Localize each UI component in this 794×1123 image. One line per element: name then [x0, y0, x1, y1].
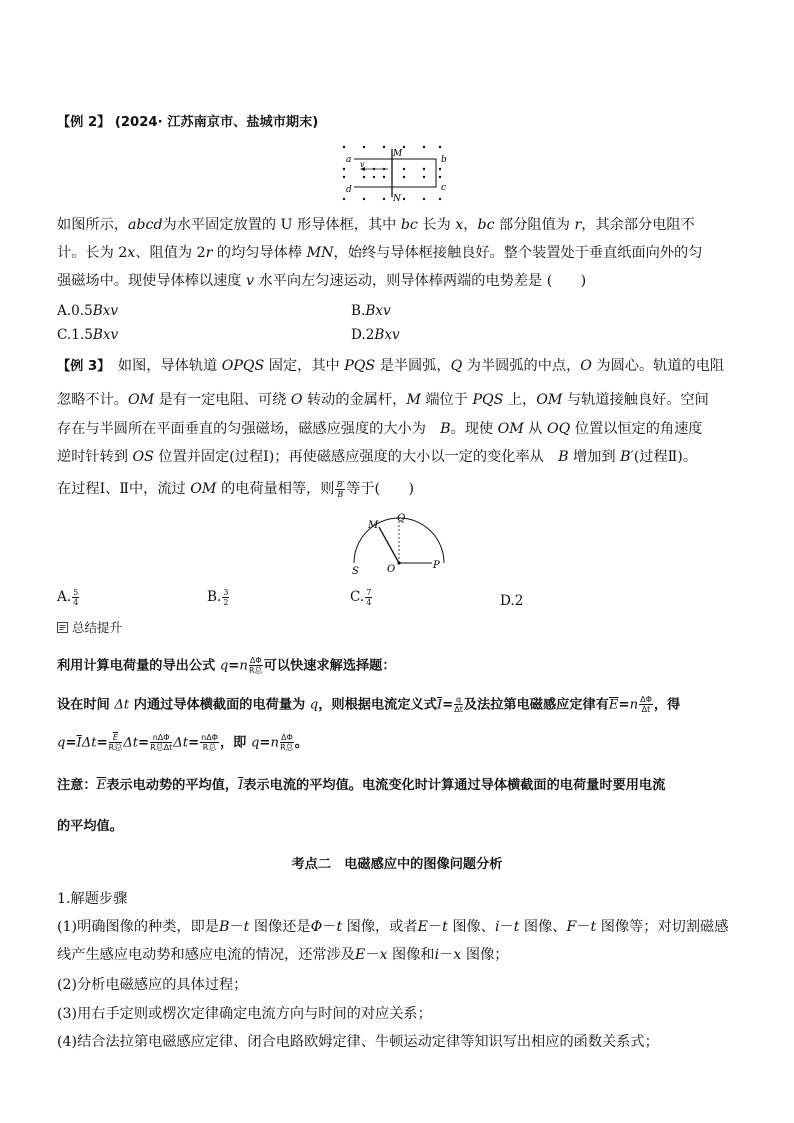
t: ΔΦ — [249, 656, 262, 665]
t: 2 — [223, 598, 229, 607]
t: 3 — [223, 588, 229, 597]
t: r — [205, 245, 213, 261]
u-frame — [354, 159, 436, 187]
t: 图像和 — [387, 947, 435, 963]
t: 是有一定电阻、可绕 — [154, 392, 291, 408]
t: x — [379, 947, 388, 963]
t: x — [455, 217, 464, 233]
t: B′ — [620, 449, 634, 465]
t: 等于( ) — [346, 481, 414, 497]
section2-step-3: (3)用右手定则或楞次定律确定电流方向与时间的对应关系； — [57, 1006, 432, 1022]
example3-option-d[interactable] — [500, 592, 523, 610]
t: 及法拉第电磁感应定律有 — [463, 697, 609, 713]
section2-step-title: 1.解题步骤 — [57, 891, 128, 907]
t: － — [322, 919, 337, 935]
example3-option-c[interactable] — [350, 588, 373, 607]
example3-line-3 — [57, 419, 702, 439]
t — [280, 733, 294, 752]
t: 计。长为 2 — [57, 245, 128, 261]
t: 为圆心。轨道的电阻 — [591, 358, 725, 374]
section2-step-4: (4)结合法拉第电磁感应定律、闭合电路欧姆定律、牛顿运动定律等知识写出相应的函数关系式； — [57, 1034, 659, 1050]
t: 4 — [366, 598, 372, 607]
t: Δt — [454, 705, 463, 714]
t: ΔΦ — [640, 695, 652, 704]
t: t — [336, 919, 343, 935]
t — [365, 588, 372, 607]
t: OS — [132, 449, 154, 465]
t: nΔΦ — [201, 733, 218, 742]
ratio-fraction — [335, 480, 345, 499]
t: B. — [207, 589, 222, 605]
t: = — [442, 697, 454, 713]
t: 如图，导体轨道 — [103, 358, 222, 374]
section2-title: 考点二 电磁感应中的图像问题分析 — [291, 857, 503, 872]
t: 图像、 — [519, 919, 567, 935]
t: 上， — [503, 392, 537, 408]
t: t — [590, 919, 597, 935]
t: M — [406, 392, 421, 408]
t: x — [453, 947, 462, 963]
t: C. — [350, 589, 365, 605]
summary-para-3 — [57, 733, 308, 754]
t: n — [629, 697, 639, 713]
t: 图像、 — [447, 919, 495, 935]
label-O: O — [387, 564, 396, 575]
t: 利用计算电荷量的导出公式 — [57, 658, 220, 674]
t: 长为 — [417, 217, 456, 233]
t: ，则根据电流定义式 — [318, 697, 437, 713]
t: 。 — [294, 735, 308, 751]
t: － — [229, 919, 244, 935]
t — [249, 656, 263, 675]
t: B — [558, 449, 569, 465]
t: 为半圆弧的中点， — [462, 358, 581, 374]
t: 可以快速求解选择题： — [263, 658, 396, 674]
t — [454, 695, 463, 714]
t: $\overline{I}$ — [76, 735, 82, 751]
note-icon — [57, 622, 68, 633]
t: 设在时间 — [57, 697, 115, 713]
t: q — [455, 695, 462, 704]
t: PQS — [344, 358, 376, 374]
t: D.2 — [500, 593, 524, 609]
t: n — [239, 658, 248, 674]
t: B — [218, 919, 230, 935]
summary-para-1 — [57, 656, 396, 677]
t: OM — [497, 421, 524, 437]
example3-option-a[interactable] — [57, 588, 80, 607]
t: － — [365, 947, 380, 963]
summary-note-2 — [57, 817, 123, 837]
t: OPQS — [221, 358, 265, 374]
t: OM — [190, 481, 217, 497]
t: $\overline{I}$ — [436, 697, 443, 713]
label-M: M — [368, 520, 379, 531]
label-a: a — [346, 155, 352, 165]
t — [222, 588, 229, 607]
t: 与轨道接触良好。空间 — [562, 392, 709, 408]
t: Φ — [310, 919, 323, 935]
t: 端位于 — [420, 392, 473, 408]
t: D.2 — [351, 327, 375, 343]
t: R总 — [108, 743, 123, 752]
t: PQS — [472, 392, 504, 408]
label-b: b — [441, 155, 447, 165]
t: Δt — [173, 735, 189, 751]
t: 部分阻值为 — [494, 217, 575, 233]
t: r — [574, 217, 582, 233]
t: ， — [463, 217, 478, 233]
t: A. — [57, 589, 72, 605]
t: = — [259, 735, 271, 751]
t: Δt — [123, 735, 139, 751]
t: q — [250, 735, 260, 751]
t: 存在与半圆所在平面垂直的匀强磁场，磁感应强度的大小为 — [57, 421, 441, 437]
label-c: c — [441, 183, 447, 193]
t: t — [513, 919, 520, 935]
t: Bxv — [92, 327, 119, 343]
label-N: N — [393, 194, 401, 204]
t: 位置以恒定的角速度 — [570, 421, 703, 437]
t: q — [309, 697, 319, 713]
t: 强磁场中。现使导体棒以速度 — [57, 273, 246, 289]
section2-step-2: (2)分析电磁感应的具体过程； — [57, 977, 248, 993]
t: = — [96, 735, 108, 751]
example3-figure — [346, 510, 450, 576]
t: 从 — [523, 421, 547, 437]
t: 转动的金属杆， — [302, 392, 407, 408]
t: x — [127, 245, 136, 261]
t: B′ — [336, 479, 345, 489]
t: 图像； — [461, 947, 509, 963]
t: (1)明确图像的种类，即是 — [57, 919, 219, 935]
t: 的电荷量相等，则 — [216, 481, 335, 497]
t: Bxv — [92, 303, 119, 319]
label-v: v — [360, 160, 365, 169]
t: － — [427, 919, 443, 935]
t: bc — [400, 217, 418, 233]
t: = — [228, 658, 240, 674]
example3-option-b[interactable] — [207, 588, 230, 607]
t — [150, 733, 172, 752]
t: 水平向左匀速运动，则导体棒两端的电势差是 ( ) — [253, 273, 587, 289]
label-P: P — [433, 560, 440, 571]
label-M: M — [393, 149, 403, 159]
t: 图像等；对切割磁感 — [596, 919, 729, 935]
t: 图像，或者 — [342, 919, 418, 935]
t: E — [354, 947, 366, 963]
t: － — [499, 919, 514, 935]
t: q — [57, 735, 66, 751]
t: MN — [306, 245, 334, 261]
t: = — [138, 735, 150, 751]
t: abcd — [127, 217, 163, 233]
t: 在过程Ⅰ、Ⅱ中，流过 — [57, 481, 191, 497]
example3-line-4 — [57, 447, 697, 467]
t: 增加到 — [568, 449, 621, 465]
t: 表示电流的平均值。电流变化时计算通过导体横截面的电荷量时要用电流 — [243, 778, 666, 793]
t: ΔΦ — [280, 733, 293, 742]
t: ，即 — [219, 735, 251, 751]
t: 位置并固定(过程Ⅰ)；再使磁感应强度的大小以一定的变化率从 — [153, 449, 559, 465]
t: $\overline{E}$ — [109, 733, 123, 743]
rod-om — [379, 527, 399, 563]
t: － — [439, 947, 454, 963]
t: Bxv — [365, 303, 391, 319]
example2-option-d[interactable] — [351, 326, 400, 344]
t: 如图所示， — [57, 217, 128, 233]
t: R总 — [202, 743, 217, 752]
t: 图像还是 — [249, 919, 311, 935]
example2-source: (2024· 江苏南京市、盐城市期末) — [114, 115, 319, 130]
t: 注意： — [57, 778, 97, 793]
t: OM — [536, 392, 563, 408]
t: B — [440, 421, 451, 437]
t: ，得 — [653, 697, 681, 713]
t: i — [434, 947, 440, 963]
example2-header — [57, 112, 318, 133]
summary-para-2 — [57, 695, 680, 716]
example3-label: 【例 3】 — [57, 359, 104, 374]
pivot-o — [397, 561, 400, 564]
example2-option-c[interactable] — [57, 326, 118, 344]
t: 内通过导体横截面的电荷量为 — [129, 697, 310, 713]
t: 逆时针转到 — [57, 449, 133, 465]
t: Bxv — [374, 327, 400, 343]
t: ，其余部分电阻不 — [581, 217, 695, 233]
t: E — [417, 919, 428, 935]
t: OQ — [546, 421, 571, 437]
example2-line-1 — [57, 215, 695, 235]
t: Δt — [114, 697, 130, 713]
t: = — [188, 735, 200, 751]
example3-line-2 — [57, 390, 709, 410]
t: t — [442, 919, 448, 935]
t: 固定，其中 — [264, 358, 345, 374]
t: C.1.5 — [57, 327, 93, 343]
t: 是半圆弧， — [375, 358, 451, 374]
t: nΔΦ — [150, 733, 172, 743]
t: $\overline{I}$ — [238, 778, 244, 793]
section2-step-1-cont — [57, 945, 508, 965]
t: n — [270, 735, 279, 751]
t: 为水平固定放置的 U 形导体框，其中 — [162, 217, 401, 233]
example2-option-b[interactable] — [351, 302, 391, 320]
section2-step-1 — [57, 917, 728, 937]
t: B. — [351, 303, 366, 319]
example2-option-a[interactable] — [57, 302, 118, 320]
example3-line-1 — [57, 356, 724, 377]
t: O — [580, 358, 592, 374]
t: 的均匀导体棒 — [212, 245, 307, 261]
t: Δt — [641, 705, 651, 714]
t: － — [576, 919, 591, 935]
t: bc — [477, 217, 495, 233]
t: 、阻值为 2 — [135, 245, 206, 261]
t: 4 — [73, 598, 79, 607]
t: (过程Ⅱ)。 — [633, 449, 698, 465]
example2-figure — [340, 143, 460, 205]
t: 7 — [366, 588, 372, 597]
t: t — [243, 919, 250, 935]
example2-line-3 — [57, 271, 586, 291]
t: 的平均值。 — [57, 819, 123, 834]
t: B — [337, 489, 344, 499]
t: 总结提升 — [72, 620, 123, 635]
t: 表示电动势的平均值， — [106, 778, 239, 793]
t: q — [219, 658, 229, 674]
t: 线产生感应电动势和感应电流的情况，还常涉及 — [57, 947, 355, 963]
t — [639, 695, 653, 714]
t: 。现使 — [450, 421, 498, 437]
t: A.0.5 — [57, 303, 93, 319]
example2-line-2 — [57, 243, 702, 263]
t: 忽略不计。 — [57, 392, 128, 408]
t: R总Δt — [150, 743, 173, 752]
label-d: d — [346, 185, 352, 195]
t: $\overline{E}$ — [96, 778, 107, 793]
t: OM — [127, 392, 155, 408]
summary-heading — [57, 618, 122, 638]
t: $\overline{E}$ — [608, 697, 619, 713]
t: Q — [450, 358, 463, 374]
t — [72, 588, 79, 607]
t: R总 — [248, 666, 263, 675]
t: R总 — [280, 743, 294, 752]
t — [200, 733, 219, 752]
t: = — [618, 697, 630, 713]
summary-note-1 — [57, 776, 665, 796]
t: F — [566, 919, 577, 935]
t: Δt — [81, 735, 97, 751]
t — [109, 733, 123, 752]
t: O — [290, 392, 303, 408]
label-S: S — [352, 566, 359, 576]
t: i — [494, 919, 500, 935]
t: = — [65, 735, 77, 751]
example3-line-5 — [57, 479, 414, 499]
example2-label: 【例 2】 — [57, 115, 111, 130]
label-Q: Q — [397, 513, 406, 524]
t: v — [245, 273, 254, 289]
t: 5 — [73, 588, 79, 597]
t: ，始终与导体框接触良好。整个装置处于垂直纸面向外的匀 — [333, 245, 703, 261]
